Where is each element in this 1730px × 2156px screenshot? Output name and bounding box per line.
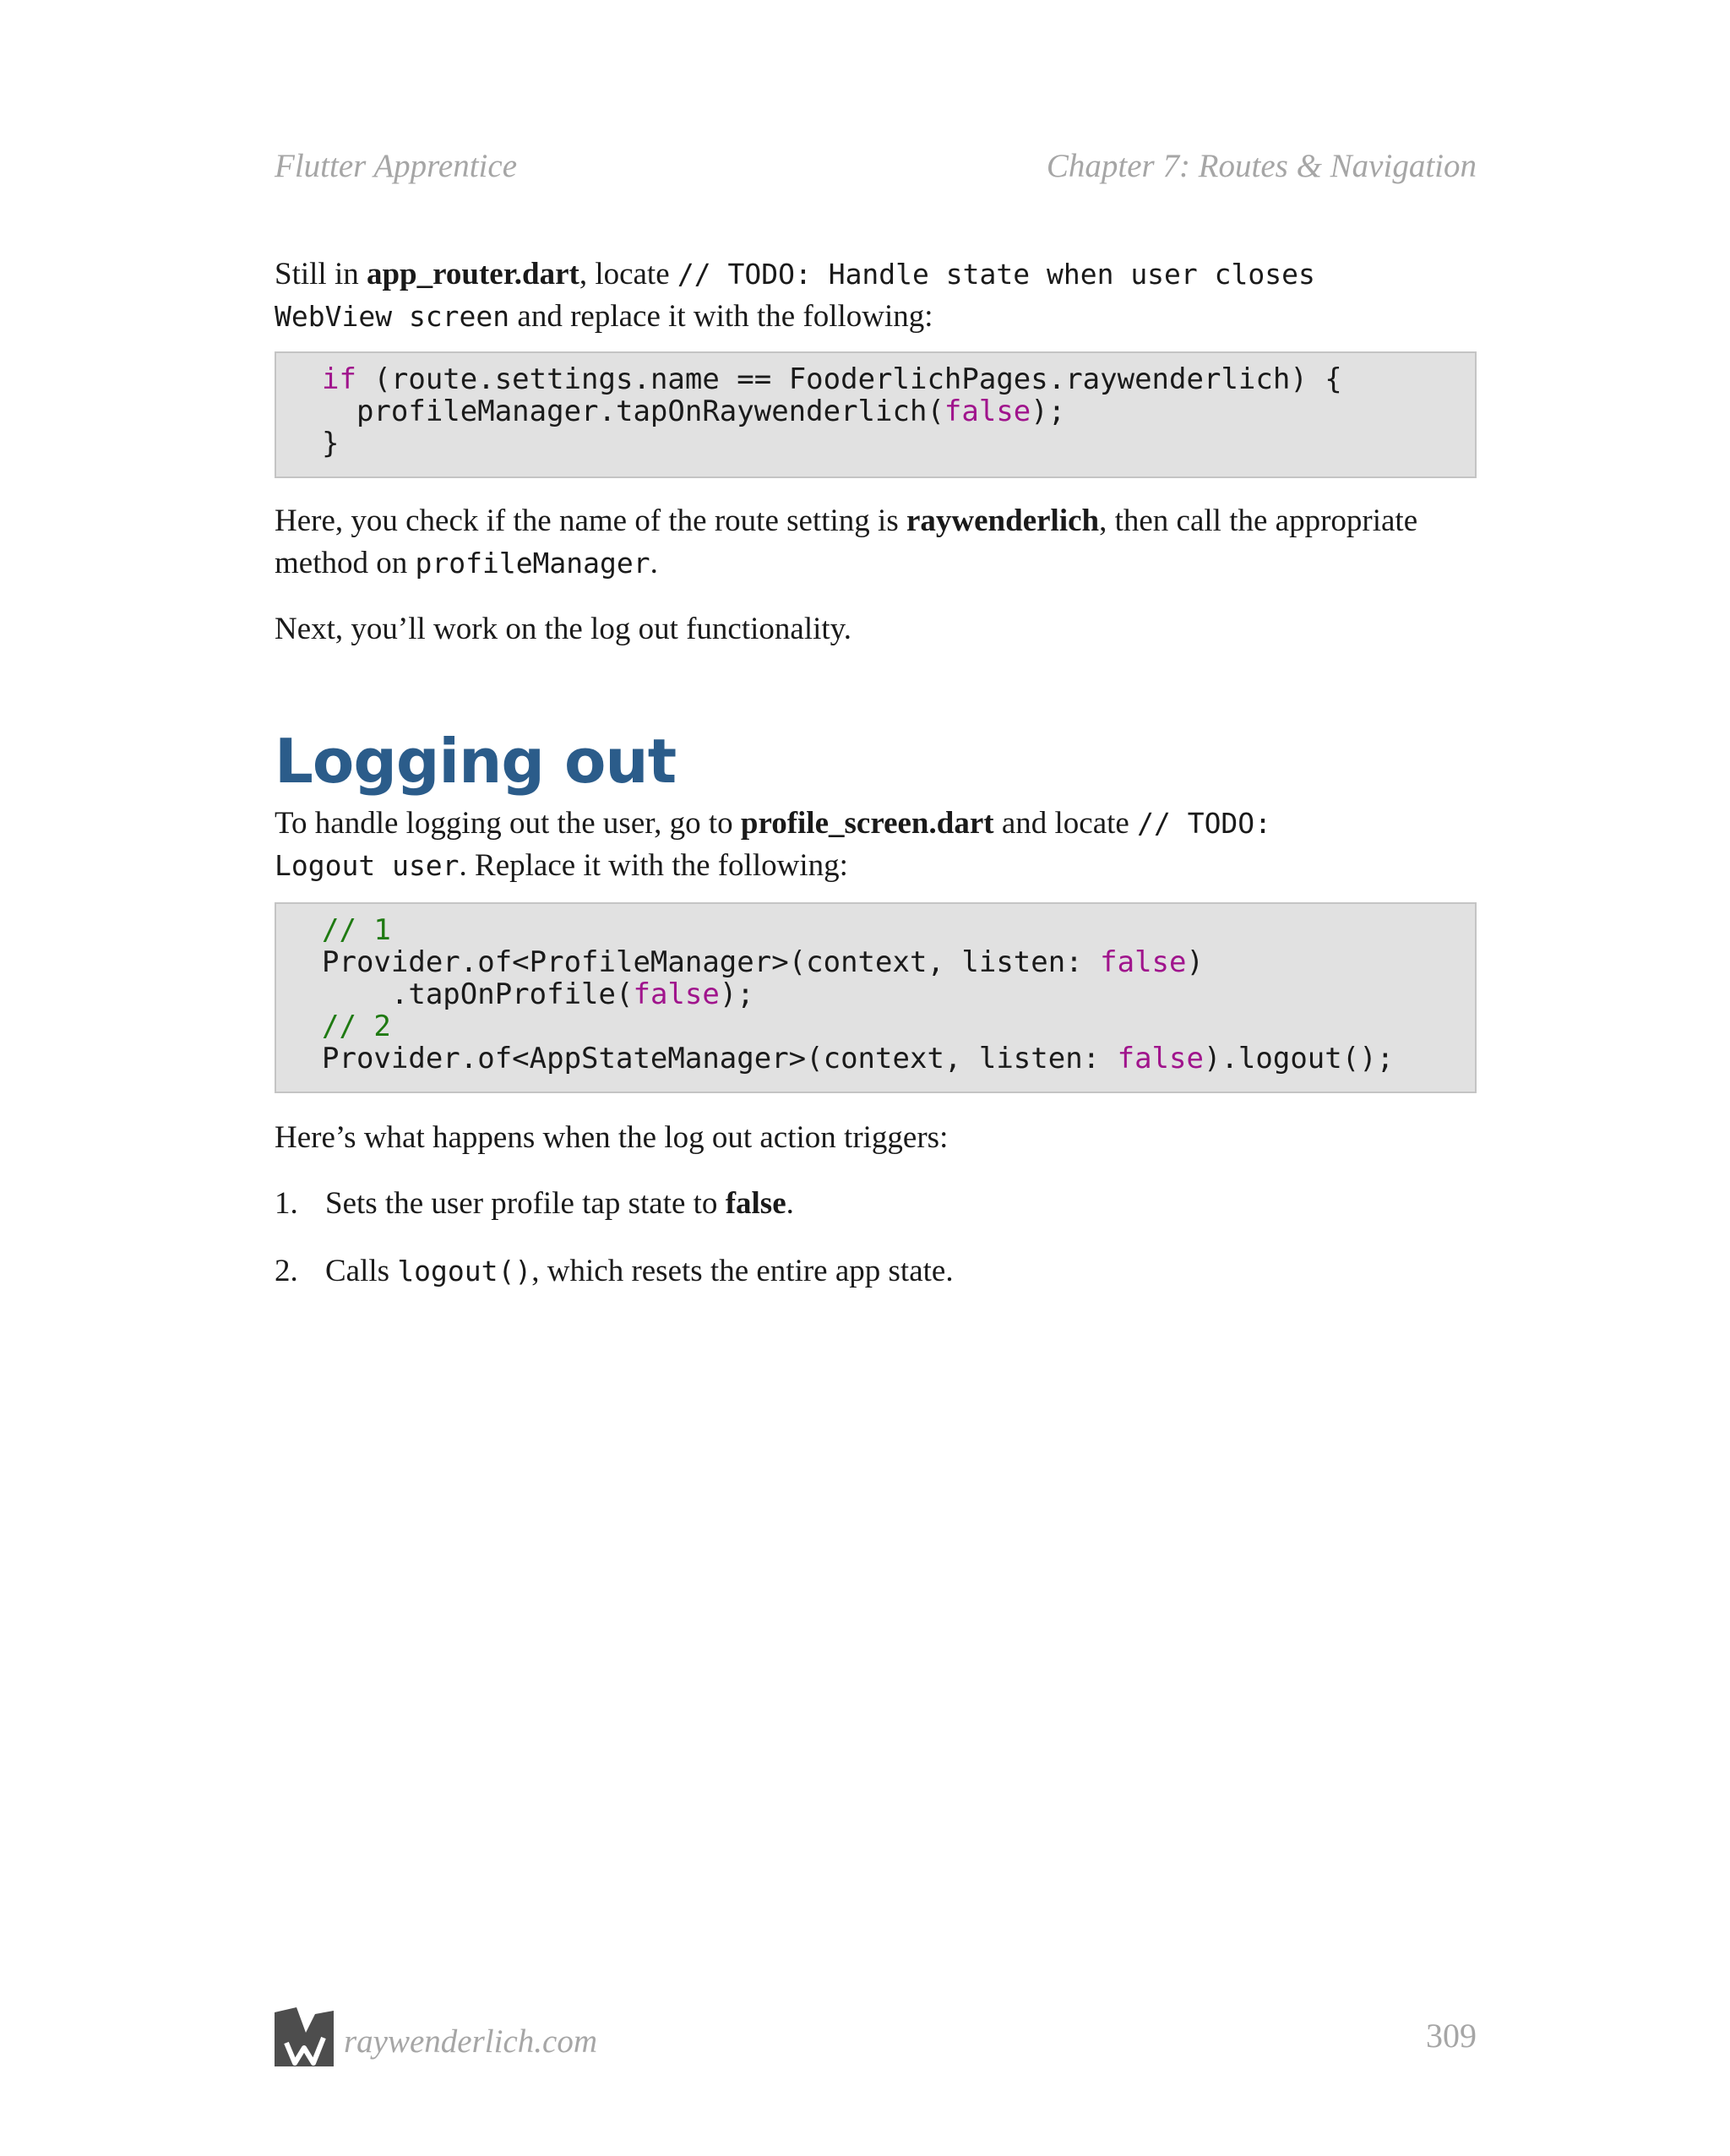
- code-text: );: [719, 977, 754, 1011]
- code-text: profileManager.tapOnRaywenderlich(: [322, 395, 944, 428]
- code-keyword: false: [1100, 945, 1187, 979]
- code-text: Provider.of<AppStateManager>(context, listen:: [322, 1042, 1118, 1075]
- page-content: [275, 253, 1477, 1293]
- book-title: Flutter Apprentice: [275, 147, 518, 184]
- text-run: and replace it with the following:: [509, 299, 933, 334]
- code-text: (route.settings.name == FooderlichPages.raywenderlich) {: [356, 362, 1342, 396]
- code-text: Provider.of<ProfileManager>(context, listen:: [322, 945, 1101, 979]
- code-comment: // 1: [322, 913, 391, 947]
- list-text: [325, 1250, 954, 1293]
- list-number: 2.: [275, 1254, 298, 1288]
- text-run: Here, you check if the name of the route setting is: [275, 504, 906, 538]
- text-run: .: [650, 546, 658, 580]
- list-item: [275, 1250, 1477, 1293]
- bold-raywenderlich: raywenderlich: [906, 504, 1100, 538]
- inline-code-todo-cont: WebView screen: [275, 300, 510, 333]
- raywenderlich-logo-icon: [275, 2007, 334, 2066]
- bold-false: false: [725, 1186, 786, 1221]
- code-text: }: [322, 427, 340, 460]
- text-run: , then call the appropriate method on: [275, 504, 1418, 580]
- inline-code-todo-cont: Logout user: [275, 849, 460, 882]
- intro-paragraph: [275, 253, 1477, 338]
- code-block-logout: [275, 902, 1477, 1093]
- page-footer: [275, 2007, 1477, 2068]
- code-keyword: false: [944, 395, 1031, 428]
- text-run: and locate: [993, 806, 1138, 841]
- text-run: , which resets the entire app state.: [531, 1254, 954, 1288]
- list-number: 1.: [275, 1186, 298, 1221]
- text-run: Still in: [275, 257, 367, 291]
- code-keyword: false: [1117, 1042, 1204, 1075]
- list-item: [275, 1183, 1477, 1225]
- code-keyword: if: [322, 362, 356, 396]
- code-text: .tapOnProfile(: [322, 977, 634, 1011]
- code-block-route-check: [275, 351, 1477, 478]
- inline-code-logout: logout(): [397, 1255, 532, 1288]
- code-text: ).logout();: [1203, 1042, 1395, 1075]
- filename-profile-screen: profile_screen.dart: [740, 806, 994, 841]
- list-text: [325, 1183, 794, 1225]
- text-run: , locate: [579, 257, 677, 291]
- chapter-title: Chapter 7: Routes & Navigation: [1046, 147, 1477, 184]
- text-run: Sets the user profile tap state to: [325, 1186, 726, 1221]
- section-heading: Logging out: [275, 726, 677, 797]
- running-header: [275, 142, 1477, 189]
- code-comment: // 2: [322, 1010, 391, 1043]
- site-url: raywenderlich.com: [344, 2023, 598, 2060]
- explanation-paragraph: [275, 500, 1477, 585]
- text-run: To handle logging out the user, go to: [275, 806, 741, 841]
- code-keyword: false: [633, 977, 720, 1011]
- text-run: . Replace it with the following:: [459, 848, 848, 883]
- inline-code-profile-manager: profileManager: [415, 547, 650, 580]
- inline-code-todo: // TODO:: [1137, 807, 1272, 840]
- page-number: 309: [1426, 2017, 1477, 2055]
- text-run: .: [786, 1186, 794, 1221]
- filename-app-router: app_router.dart: [366, 257, 579, 291]
- text-run: Calls: [325, 1254, 398, 1288]
- inline-code-todo: // TODO: Handle state when user closes: [677, 258, 1315, 291]
- next-paragraph: Next, you’ll work on the log out functionality.: [275, 612, 852, 646]
- code-text: ): [1186, 945, 1204, 979]
- what-happens-paragraph: Here’s what happens when the log out action triggers:: [275, 1120, 949, 1155]
- logout-intro-paragraph: [275, 803, 1477, 887]
- code-text: );: [1031, 395, 1066, 428]
